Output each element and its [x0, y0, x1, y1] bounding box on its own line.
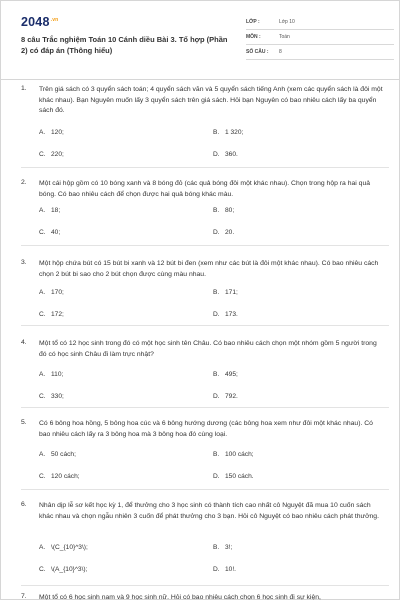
option-text: 10!. [225, 566, 236, 573]
option-b[interactable] [213, 451, 254, 458]
option-letter: C. [39, 311, 46, 318]
header-divider [1, 79, 400, 80]
document-title: 8 câu Trắc nghiệm Toán 10 Cánh diều Bài 3. Tổ hợp (Phần 2) có đáp án (Thông hiểu) [21, 35, 228, 55]
option-letter: B. [213, 451, 220, 458]
meta-table [246, 15, 394, 60]
option-text: \(C_{10}^3\); [51, 544, 88, 551]
question-number: 6. [21, 501, 27, 508]
question-item [21, 419, 389, 489]
option-letter: D. [213, 151, 220, 158]
question-item [21, 85, 389, 171]
question-divider [21, 167, 389, 168]
option-a[interactable] [39, 289, 64, 296]
meta-row-subject [246, 30, 394, 45]
option-letter: D. [213, 393, 220, 400]
option-letter: C. [39, 229, 46, 236]
question-item [21, 593, 389, 600]
meta-key: MÔN : [246, 34, 261, 40]
option-d[interactable] [213, 311, 238, 318]
question-number: 2. [21, 179, 27, 186]
option-text: 18; [51, 207, 61, 214]
option-a[interactable] [39, 129, 64, 136]
option-d[interactable] [213, 229, 234, 236]
option-a[interactable] [39, 207, 60, 214]
meta-key: SỐ CÂU : [246, 49, 269, 55]
question-text: Trên giá sách có 3 quyển sách toán; 4 quyển sách văn và 5 quyển sách tiếng Anh (xem các quyển sách là đôi một khác nhau). Bạn Nguyên muốn lấy 3 quyển sách trên giá sách. Hỏi bạn Nguyên có bao nhiêu cách lấy ba quyển sách đó. [39, 86, 383, 114]
option-letter: A. [39, 371, 46, 378]
option-letter: B. [213, 371, 220, 378]
option-text: 150 cách. [225, 473, 254, 480]
option-letter: C. [39, 473, 46, 480]
logo-suffix: .vn [50, 16, 59, 23]
question-item [21, 259, 389, 329]
question-divider [21, 489, 389, 490]
option-letter: A. [39, 289, 46, 296]
option-text: 495; [225, 371, 238, 378]
option-text: 110; [51, 371, 64, 378]
meta-row-count [246, 45, 394, 60]
option-letter: A. [39, 451, 46, 458]
question-text: Nhân dịp lễ sơ kết học kỳ 1, để thưởng cho 3 học sinh có thành tích cao nhất cô Nguyệt đã mua 10 cuốn sách khác nhau và chọn ngẫu nhiên 3 cuốn để phát thưởng cho 3 bạn. Hỏi cô Nguyệt có bao nhiêu cách phát thưởng. [39, 502, 379, 520]
option-c[interactable] [39, 229, 60, 236]
question-number: 4. [21, 339, 27, 346]
option-c[interactable] [39, 566, 87, 573]
option-letter: D. [213, 473, 220, 480]
option-d[interactable] [213, 473, 254, 480]
option-d[interactable] [213, 566, 236, 573]
option-text: 1 320; [225, 129, 244, 136]
question-text: Một tổ có 12 học sinh trong đó có một học sinh tên Châu. Có bao nhiêu cách chọn một nhóm gồm 5 người trong đó có học sinh Châu đi làm trực nhật? [39, 340, 377, 358]
option-text: 3!; [225, 544, 233, 551]
option-letter: D. [213, 311, 220, 318]
question-text: Một hộp chứa bút có 15 bút bi xanh và 12 bút bi đen (xem như các bút là đôi một khác nhau). Có bao nhiêu cách chọn 2 bút bi sao cho 2 bút chọn được cùng màu nhau. [39, 260, 379, 278]
option-text: 360. [225, 151, 238, 158]
question-text: Một tổ có 6 học sinh nam và 9 học sinh nữ. Hỏi có bao nhiêu cách chọn 6 học sinh đi sự kiện, [39, 594, 321, 600]
option-letter: C. [39, 151, 46, 158]
option-text: 330; [51, 393, 64, 400]
option-a[interactable] [39, 451, 76, 458]
question-number: 1. [21, 85, 27, 92]
question-text: Một cái hộp gồm có 10 bóng xanh và 8 bóng đỏ (các quả bóng đôi một khác nhau). Chọn trong hộp ra hai quả bóng. Có bao nhiêu cách để chọn được hai quả bóng khác màu. [39, 180, 371, 198]
option-letter: B. [213, 207, 220, 214]
option-letter: A. [39, 207, 46, 214]
option-text: 120; [51, 129, 64, 136]
option-text: 120 cách; [51, 473, 80, 480]
option-c[interactable] [39, 473, 80, 480]
question-item [21, 179, 389, 249]
document-header [21, 15, 391, 67]
site-logo[interactable] [21, 15, 58, 29]
option-letter: C. [39, 566, 46, 573]
option-d[interactable] [213, 151, 238, 158]
option-text: 100 cách; [225, 451, 254, 458]
option-text: 80; [225, 207, 235, 214]
question-number: 5. [21, 419, 27, 426]
option-letter: B. [213, 129, 220, 136]
option-text: 50 cách; [51, 451, 76, 458]
option-text: 220; [51, 151, 64, 158]
option-text: 170; [51, 289, 64, 296]
option-b[interactable] [213, 289, 238, 296]
meta-row-class [246, 15, 394, 30]
question-number: 3. [21, 259, 27, 266]
option-text: 172; [51, 311, 64, 318]
option-b[interactable] [213, 129, 243, 136]
option-c[interactable] [39, 311, 64, 318]
option-c[interactable] [39, 393, 64, 400]
meta-value: Toán [279, 34, 290, 40]
option-text: 171; [225, 289, 238, 296]
question-item [21, 501, 389, 585]
option-letter: A. [39, 129, 46, 136]
option-letter: D. [213, 566, 220, 573]
option-b[interactable] [213, 544, 232, 551]
option-letter: A. [39, 544, 46, 551]
question-item [21, 339, 389, 409]
question-text: Có 6 bông hoa hồng, 5 bông hoa cúc và 6 bông hướng dương (các bông hoa xem như đôi một khác nhau). Có bao nhiêu cách lấy ra 3 bông hoa mà 3 bông hoa đó cùng loại. [39, 420, 373, 438]
option-b[interactable] [213, 207, 234, 214]
option-text: 20. [225, 229, 235, 236]
question-number: 7. [21, 593, 27, 600]
meta-key: LỚP : [246, 19, 260, 25]
option-text: 792. [225, 393, 238, 400]
question-divider [21, 245, 389, 246]
question-divider [21, 407, 389, 408]
question-divider [21, 585, 389, 586]
option-letter: B. [213, 289, 220, 296]
logo-text: 2048 [21, 15, 50, 29]
question-divider [21, 325, 389, 326]
option-b[interactable] [213, 371, 238, 378]
option-text: \(A_{10}^3\); [51, 566, 88, 573]
option-text: 40; [51, 229, 61, 236]
option-letter: C. [39, 393, 46, 400]
meta-value: Lớp 10 [279, 19, 295, 25]
option-a[interactable] [39, 371, 63, 378]
option-letter: B. [213, 544, 220, 551]
option-a[interactable] [39, 544, 88, 551]
option-d[interactable] [213, 393, 238, 400]
option-letter: D. [213, 229, 220, 236]
meta-value: 8 [279, 49, 282, 55]
option-text: 173. [225, 311, 238, 318]
option-c[interactable] [39, 151, 64, 158]
